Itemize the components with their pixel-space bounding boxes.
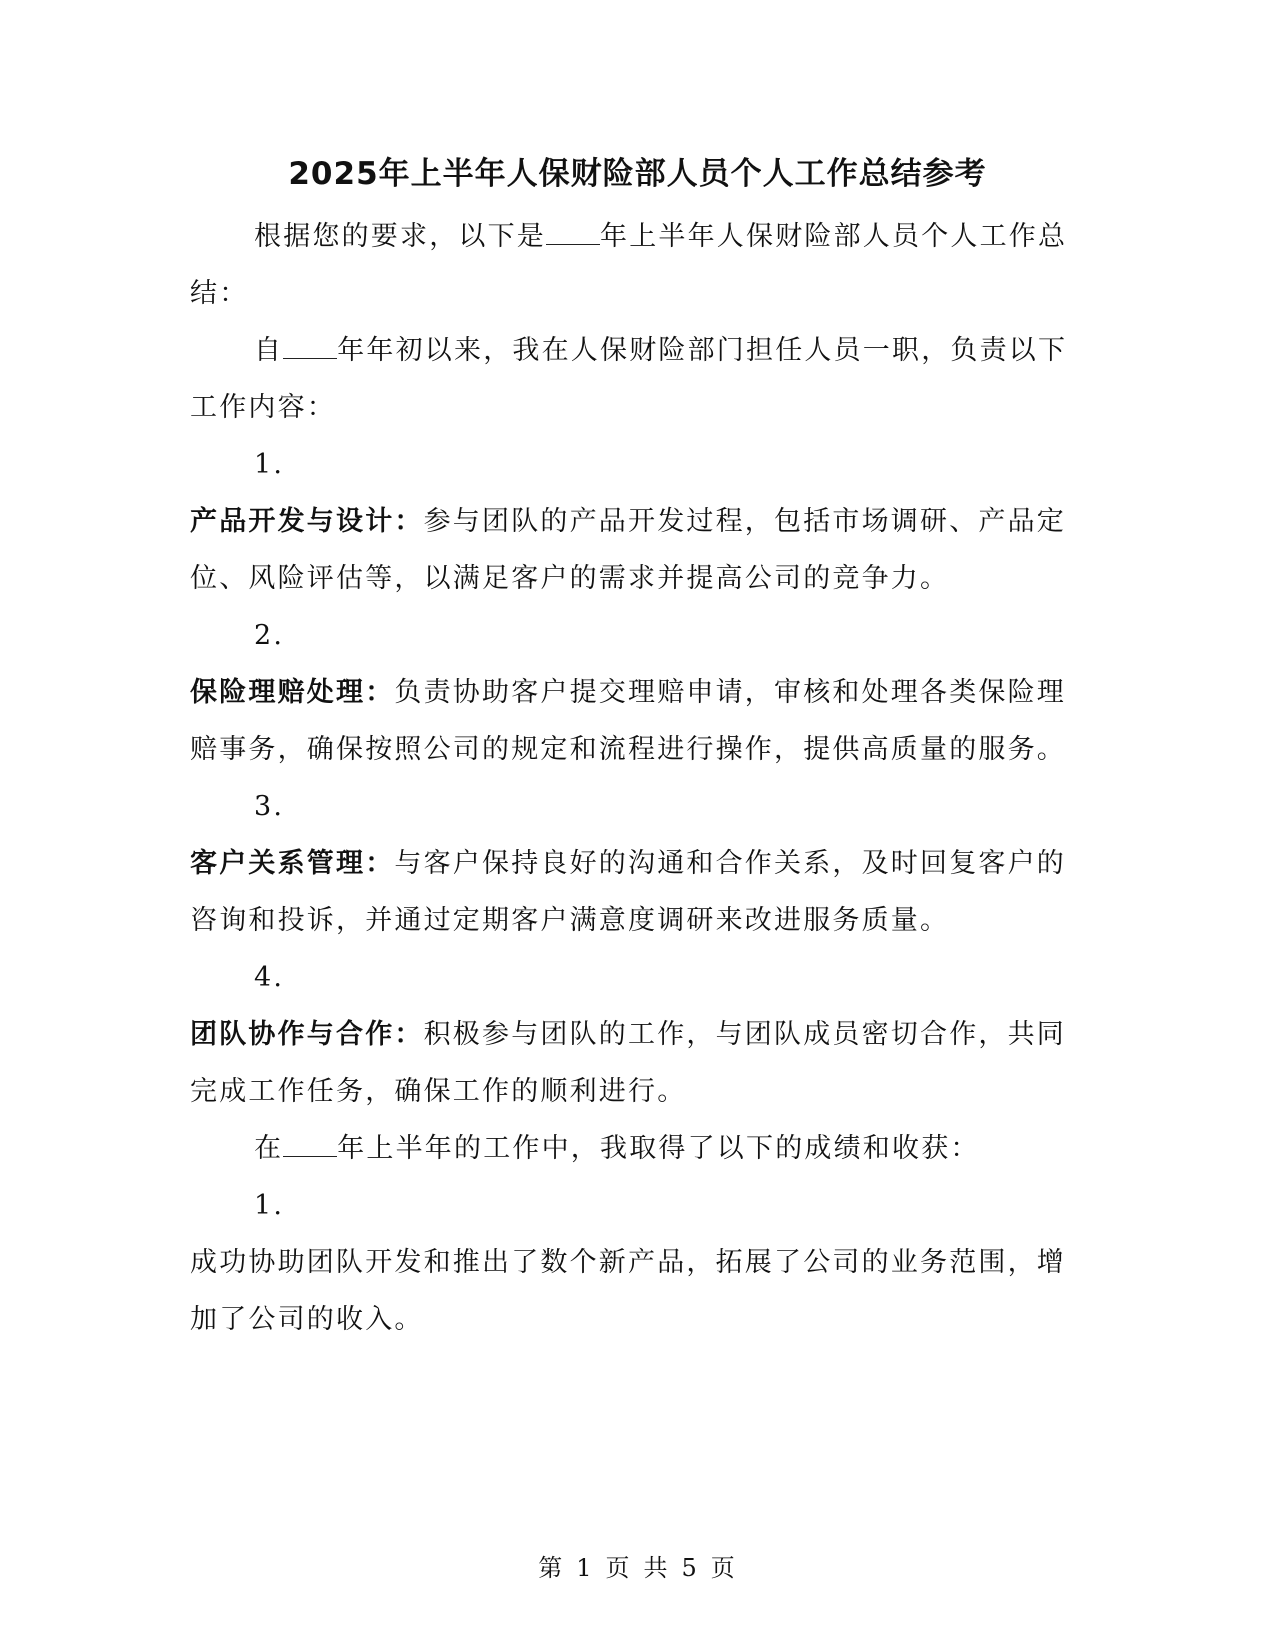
year-blank	[546, 222, 600, 245]
responsibility-item	[190, 493, 1070, 607]
achievement-number: 1.	[254, 1190, 285, 1221]
footer-prefix: 第	[538, 1554, 565, 1582]
responsibility-number: 3.	[254, 791, 285, 822]
responsibility-heading: 团队协作与合作：	[190, 1019, 424, 1050]
achievements-intro-paragraph	[190, 1120, 1070, 1177]
achievements-intro-after: 年上半年的工作中，我取得了以下的成绩和收获：	[337, 1133, 980, 1164]
responsibility-item	[190, 1006, 1070, 1120]
achievements-intro-before: 在	[254, 1133, 284, 1164]
responsibility-item	[190, 664, 1070, 778]
responsibility-number: 4.	[254, 962, 285, 993]
responsibility-heading: 保险理赔处理：	[190, 677, 395, 708]
responsibility-text: 积极参与团队的工作，与团队成员密切合作，共同完成工作任务，确保工作的顺利进行。	[190, 1019, 1067, 1107]
footer-total-prefix: 共	[643, 1554, 670, 1582]
responsibility-heading: 产品开发与设计：	[190, 506, 424, 537]
responsibility-heading: 客户关系管理：	[190, 848, 395, 879]
document-title: 2025年上半年人保财险部人员个人工作总结参考	[288, 156, 987, 192]
responsibility-text: 与客户保持良好的沟通和合作关系，及时回复客户的咨询和投诉，并通过定期客户满意度调研来改进服务质量。	[190, 848, 1067, 936]
responsibility-text: 参与团队的产品开发过程，包括市场调研、产品定位、风险评估等，以满足客户的需求并提高公司的竞争力。	[190, 506, 1067, 594]
achievement-text: 成功协助团队开发和推出了数个新产品，拓展了公司的业务范围，增加了公司的收入。	[190, 1247, 1066, 1335]
responsibilities-intro-before: 自	[254, 335, 284, 366]
year-blank	[283, 1134, 337, 1157]
responsibilities-intro-after: 年年初以来，我在人保财险部门担任人员一职，负责以下工作内容：	[190, 335, 1068, 423]
intro-paragraph	[190, 208, 1070, 322]
footer-page-word: 页	[605, 1554, 632, 1582]
year-blank	[283, 336, 337, 359]
current-page-number: 1	[576, 1554, 594, 1582]
page-footer	[0, 1548, 1275, 1583]
responsibility-item	[190, 835, 1070, 949]
document-body	[190, 208, 1070, 1348]
intro-text-before: 根据您的要求，以下是	[254, 221, 546, 252]
total-pages-number: 5	[681, 1554, 699, 1582]
responsibility-number: 2.	[254, 620, 285, 651]
footer-total-suffix: 页	[710, 1554, 737, 1582]
responsibility-number: 1.	[254, 449, 285, 480]
intro-text-after: 年上半年人保财险部人员个人工作总结：	[190, 221, 1068, 309]
responsibilities-intro-paragraph	[190, 322, 1070, 436]
responsibility-text: 负责协助客户提交理赔申请，审核和处理各类保险理赔事务，确保按照公司的规定和流程进行操作，提供高质量的服务。	[190, 677, 1067, 765]
